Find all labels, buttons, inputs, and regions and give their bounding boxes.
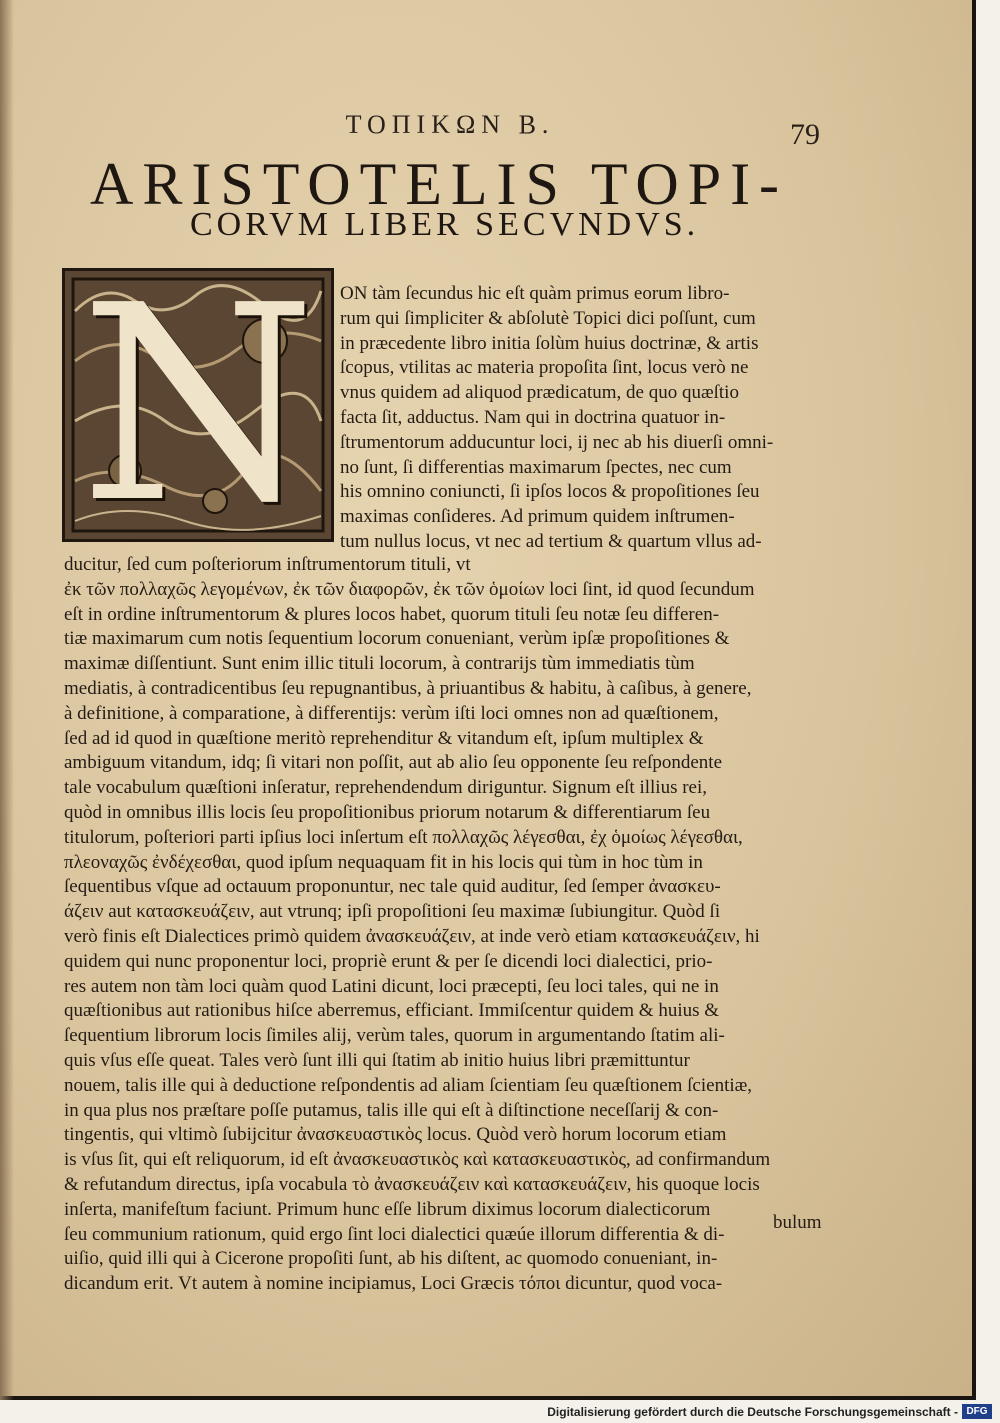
text-line: nouem, talis ille qui à deductione reſpondentis ad aliam ſcientiam ſeu quæſtionem ſcientiæ, bbox=[64, 1074, 753, 1096]
text-line: quòd in omnibus illis locis ſeu propoſitionibus priorum notarum & differentiarum ſeu bbox=[64, 801, 711, 823]
text-line: facta ſit, adductus. Nam qui in doctrina quatuor in- bbox=[340, 406, 726, 428]
text-line: ſequentium librorum locis ſimiles alij, verùm tales, quorum in argumentando ſtatim ali- bbox=[64, 1025, 725, 1047]
funding-credit: Digitalisierung gefördert durch die Deutsche Forschungsgemeinschaft - bbox=[547, 1405, 958, 1419]
text-beside-initial bbox=[340, 282, 828, 555]
dfg-logo-icon: DFG bbox=[962, 1404, 992, 1419]
text-line: ſequentibus vſque ad octauum proponuntur, nec tale quid auditur, ſed ſemper ἀνασκευ- bbox=[64, 876, 721, 898]
text-line: vnus quidem ad aliquod prædicatum, de quo quæſtio bbox=[340, 382, 739, 404]
chapter-title-line-1: ARISTOTELIS TOPI- bbox=[90, 151, 789, 217]
text-line: à definitione, à comparatione, à differentijs: verùm iſti loci omnes non ad quæſtionem, bbox=[64, 702, 719, 724]
text-line: is vſus ſit, qui eſt reliquorum, id eſt ἀνασκευαστικὸς καὶ κατασκευαστικὸς, ad confirmandum bbox=[64, 1149, 771, 1171]
text-line: quæſtionibus aut rationibus hiſce aberremus, efficiant. Immiſcentur quidem & huius & bbox=[64, 1000, 720, 1022]
text-line: άζειν aut κατασκευάζειν, aut vtrunq; ipſi propoſitioni ſeu maximæ ſubiungitur. Quòd ſi bbox=[64, 901, 721, 923]
text-line: ſeu communium rationum, quid ergo ſint loci dialectici quæúe illorum differentia & di- bbox=[64, 1223, 725, 1245]
text-line: ON tàm ſecundus hic eſt quàm primus eorum libro- bbox=[340, 283, 730, 304]
text-line: no ſunt, ſi differentias maximarum ſpectes, nec cum bbox=[340, 456, 732, 478]
text-line: tum nullus locus, vt nec ad tertium & quartum vllus ad- bbox=[340, 530, 762, 552]
text-line: dicandum erit. Vt autem à nomine incipiamus, Loci Græcis τόποι dicuntur, quod voca- bbox=[64, 1273, 723, 1295]
text-line: verò finis eſt Dialectices primò quidem ἀνασκευάζειν, at inde verò etiam κατασκευάζειν, hi bbox=[64, 925, 760, 947]
text-line: mediatis, à contradicentibus ſeu repugnantibus, à priuantibus & habitu, à caſibus, à genere, bbox=[64, 677, 752, 699]
text-line: uiſio, quid illi qui à Cicerone propoſiti ſunt, ab his diſtent, ac quomodo conueniant, in- bbox=[64, 1248, 718, 1270]
initial-letter: N bbox=[79, 268, 317, 542]
text-line: res autem non tàm loci quàm quod Latini dicunt, loci præcepti, ſeu loci tales, qui ne in bbox=[64, 975, 719, 997]
text-line: & refutandum directus, ipſa vocabula τὸ ἀνασκευάζειν καὶ κατασκευάζειν, his quoque locis bbox=[64, 1173, 760, 1195]
text-line: ſtrumentorum adducuntur loci, ij nec ab his diuerſi omni- bbox=[340, 431, 774, 453]
text-line: ſcopus, vtilitas ac materia propoſita ſint, locus verò ne bbox=[340, 357, 749, 379]
text-line: tiæ maximarum cum notis ſequentium locorum conueniant, verùm ipſæ propoſitiones & bbox=[64, 628, 730, 650]
text-line: maximæ diſſentiunt. Sunt enim illic tituli locorum, à contrarijs tùm immediatis tùm bbox=[64, 653, 695, 675]
text-line: his omnino coniuncti, ſi ipſos locos & propoſitiones ſeu bbox=[340, 481, 760, 503]
text-line: tale vocabulum quæſtioni inſeratur, reprehendendum diriguntur. Signum eſt illius rei, bbox=[64, 777, 708, 799]
text-line: ἐκ τῶν πολλαχῶς λεγομένων, ἐκ τῶν διαφορῶν, ἐκ τῶν ὁμοίων loci ſint, id quod ſecundum bbox=[64, 578, 755, 600]
text-line: quis vſus eſſe queat. Tales verò ſunt illi qui ſtatim ab initio huius libri præmittuntur bbox=[64, 1049, 690, 1071]
text-line: titulorum, poſteriori parti ipſius loci inſertum eſt πολλαχῶς λέγεσθαι, ἐχ ὁμοίως λέγεσθαι, bbox=[64, 826, 743, 848]
text-line: πλεοναχῶς ἐνδέχεσθαι, quod ipſum nequaquam fit in his locis qui tùm in hoc tùm in bbox=[64, 851, 703, 873]
text-line: ducitur, ſed cum poſteriorum inſtrumentorum tituli, vt bbox=[64, 554, 471, 575]
running-head: ΤΟΠΙΚΩΝ Β. bbox=[345, 110, 555, 139]
text-line: ambiguum vitandum, idq; ſi vitari non poſſit, aut ab alio ſeu opponente ſeu reſpondente bbox=[64, 752, 723, 774]
body-text bbox=[64, 553, 828, 1297]
text-line: maximas conſideres. Ad primum quidem inſtrumen- bbox=[340, 506, 735, 528]
chapter-title-line-2: CORVM LIBER SECVNDVS. bbox=[190, 206, 700, 243]
text-line: in præcedente libro initia ſolùm huius doctrinæ, & artis bbox=[340, 332, 759, 354]
page-number: 79 bbox=[790, 118, 820, 151]
text-line: rum qui ſimpliciter & abſolutè Topici dici poſſunt, cum bbox=[340, 307, 756, 329]
text-line: inſerta, manifeſtum faciunt. Primum hunc eſſe librum diximus locorum dialecticorum bbox=[64, 1198, 711, 1220]
page-shadow-edge bbox=[0, 0, 14, 1400]
text-line: eſt in ordine inſtrumentorum & plures locos habet, quorum tituli ſeu notæ ſeu differen- bbox=[64, 603, 720, 625]
text-line: tingentis, qui vltimò ſubijcitur ἀνασκευαστικὸς locus. Quòd verò horum locorum etiam bbox=[64, 1124, 727, 1146]
text-line: ſed ad id quod in quæſtione meritò reprehenditur & vitandum eſt, ipſum multiplex & bbox=[64, 727, 704, 749]
text-line: quidem qui nunc proponentur loci, propriè erunt & per ſe dicendi loci dialectici, prio- bbox=[64, 950, 713, 972]
text-line: in qua plus nos præſtare poſſe putamus, talis ille qui eſt à diſtinctione neceſſarij & con- bbox=[64, 1099, 719, 1121]
catchword: bulum bbox=[773, 1212, 822, 1233]
decorated-initial bbox=[62, 268, 334, 542]
